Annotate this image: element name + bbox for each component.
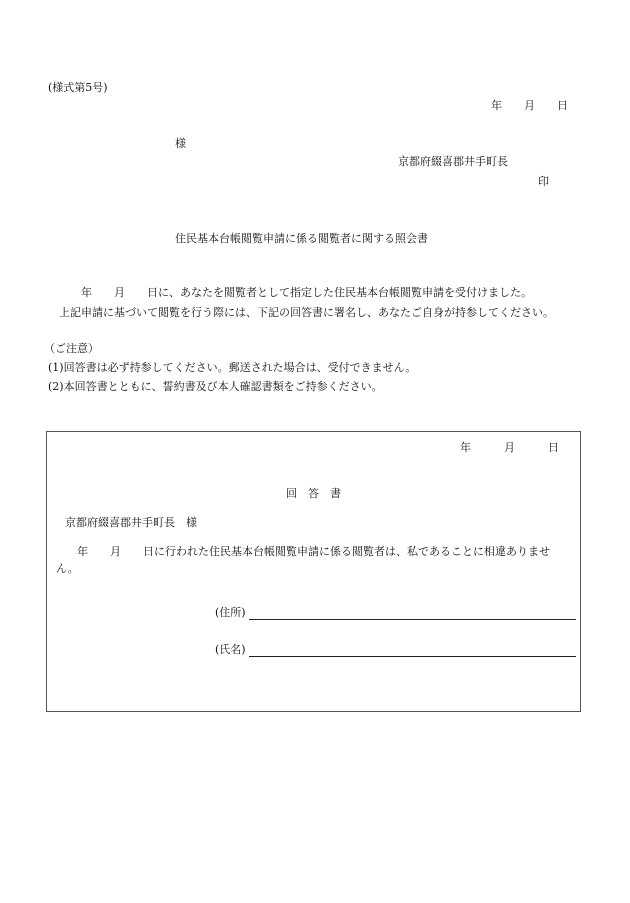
- sender-name: 京都府綴喜郡井手町長: [398, 155, 508, 168]
- reply-form-box: [46, 431, 581, 712]
- address-label: (住所): [215, 606, 246, 619]
- notes-heading: （ご注意）: [44, 342, 99, 355]
- seal-mark: 印: [538, 175, 549, 188]
- body-paragraph-2: 上記申請に基づいて閲覧を行う際には、下記の回答書に署名し、あなたご自身が持参してください。: [59, 306, 554, 319]
- reply-statement-line-2: ん。: [56, 562, 79, 575]
- form-number: (様式第5号): [48, 81, 108, 94]
- header-date: 年 月 日: [491, 99, 568, 112]
- reply-date: 年 月 日: [460, 441, 559, 454]
- reply-title: 回 答 書: [286, 487, 341, 500]
- reply-addressee: 京都府綴喜郡井手町長 様: [65, 516, 197, 529]
- note-item: (2)本回答書とともに、誓約書及び本人確認書類をご持参ください。: [48, 380, 383, 393]
- reply-statement-line-1: 年 月 日に行われた住民基本台帳閲覧申請に係る閲覧者は、私であることに相違ありませ: [77, 545, 550, 558]
- name-label: (氏名): [215, 643, 246, 656]
- note-item: (1)回答書は必ず持参してください。郵送された場合は、受付できません。: [48, 361, 417, 374]
- name-signature-line[interactable]: [249, 656, 576, 657]
- addressee-honorific: 様: [175, 137, 186, 150]
- document-title: 住民基本台帳閲覧申請に係る閲覧者に関する照会書: [175, 232, 428, 245]
- address-signature-line[interactable]: [249, 619, 576, 620]
- body-paragraph-1: 年 月 日に、あなたを閲覧者として指定した住民基本台帳閲覧申請を受付けました。: [81, 286, 532, 299]
